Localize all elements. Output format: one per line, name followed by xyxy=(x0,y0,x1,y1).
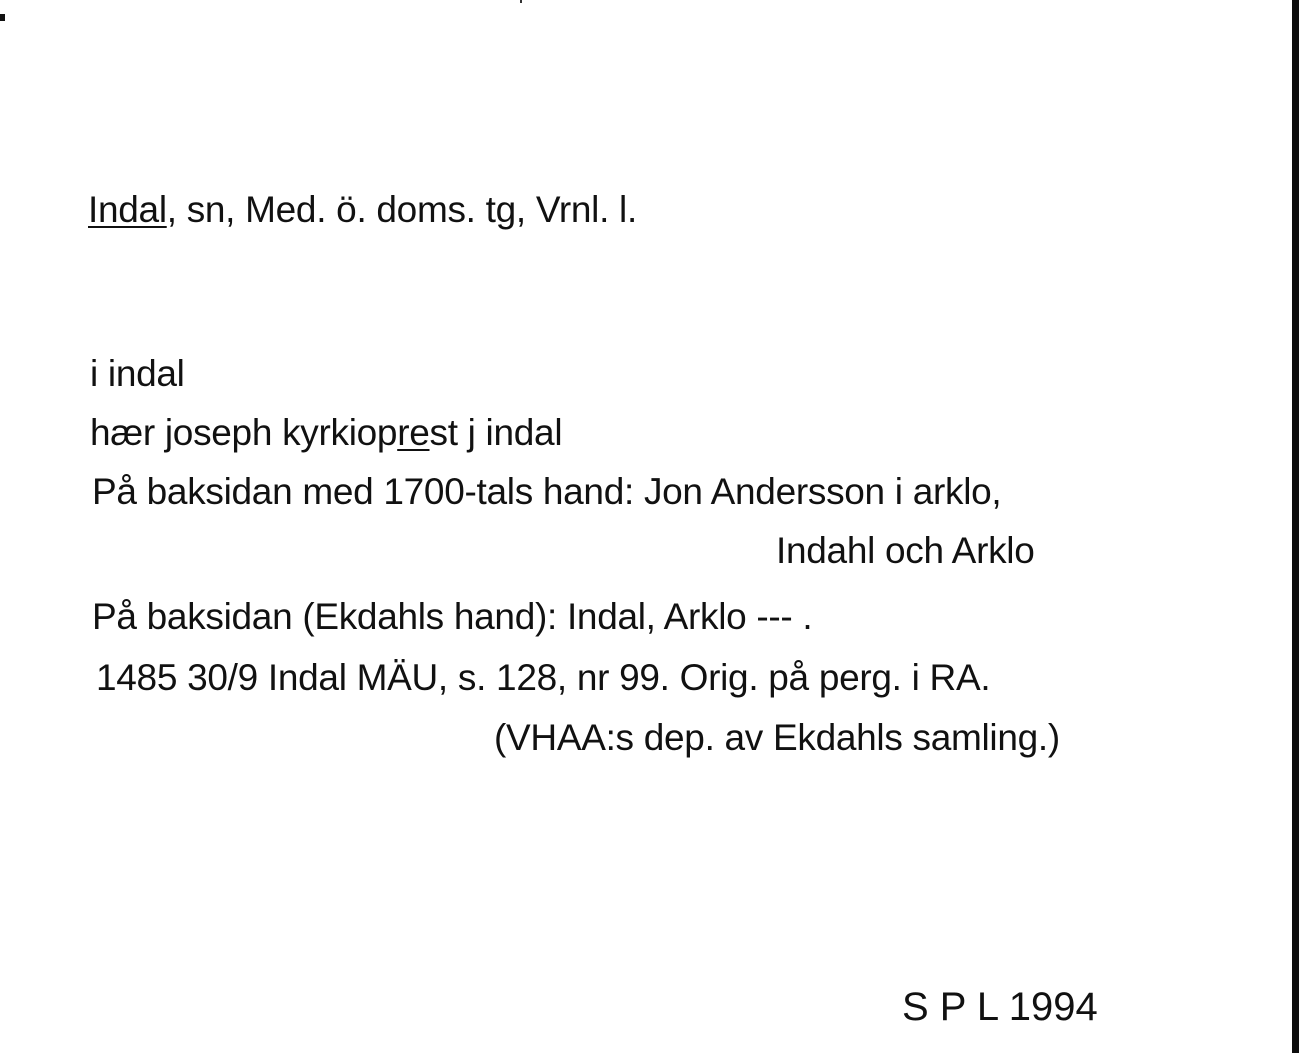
signature: S P L 1994 xyxy=(902,985,1098,1029)
text-line-2-underlined: re xyxy=(397,412,430,453)
card-right-edge xyxy=(1292,0,1299,1053)
place-details: , sn, Med. ö. doms. tg, Vrnl. l. xyxy=(166,189,637,230)
card-heading xyxy=(88,188,637,232)
text-line-2 xyxy=(90,411,562,455)
scan-speck xyxy=(0,14,5,21)
text-line-2-part-a: hær joseph kyrkiop xyxy=(90,412,398,453)
text-line-7: (VHAA:s dep. av Ekdahls samling.) xyxy=(494,717,1060,758)
text-line-4: Indahl och Arklo xyxy=(776,530,1035,571)
text-line-1: i indal xyxy=(90,353,185,394)
text-line-3: På baksidan med 1700-tals hand: Jon Andersson i arklo, xyxy=(92,471,1002,512)
text-line-6: 1485 30/9 Indal MÄU, s. 128, nr 99. Orig. på perg. i RA. xyxy=(96,657,991,698)
place-name: Indal xyxy=(88,189,167,230)
scan-mark xyxy=(520,0,522,3)
text-line-5: På baksidan (Ekdahls hand): Indal, Arklo --- . xyxy=(92,596,813,637)
text-line-2-part-c: st j indal xyxy=(429,412,563,453)
